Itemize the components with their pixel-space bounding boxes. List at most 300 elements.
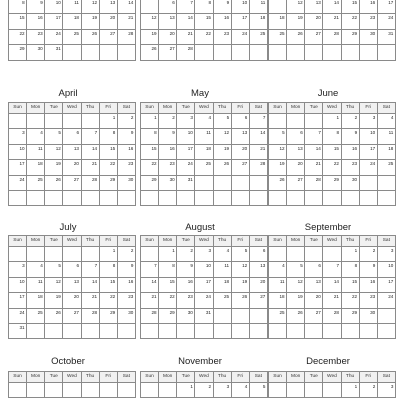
day-number: 13 <box>73 278 79 284</box>
day-cell <box>287 175 305 190</box>
day-cell <box>159 45 177 60</box>
day-number: 5 <box>244 248 248 253</box>
day-number: 3 <box>390 248 394 253</box>
day-cell <box>141 45 159 60</box>
week-row <box>141 0 268 14</box>
weekday-label: Mon <box>159 236 177 247</box>
day-number <box>214 45 231 46</box>
day-number: 2 <box>172 115 175 120</box>
day-cell <box>195 14 213 29</box>
month-title: October <box>51 356 85 367</box>
day-number: 22 <box>205 30 211 36</box>
day-number: 1 <box>172 248 175 253</box>
day-number: 26 <box>297 309 303 315</box>
day-number <box>45 191 62 192</box>
weekday-label: Thu <box>81 372 99 383</box>
day-number <box>141 247 158 248</box>
day-cell <box>359 114 377 129</box>
week-row <box>9 293 136 308</box>
day-cell <box>305 383 323 398</box>
day-number <box>287 45 304 46</box>
day-cell <box>99 0 117 14</box>
day-cell <box>213 293 231 308</box>
day-cell <box>99 129 117 144</box>
day-cell <box>159 114 177 129</box>
day-number: 30 <box>128 176 134 182</box>
day-number: 22 <box>352 294 358 300</box>
day-number: 11 <box>206 130 211 136</box>
weekday-header-row <box>141 372 268 383</box>
day-cell <box>159 262 177 277</box>
day-number: 20 <box>315 294 321 300</box>
day-cell <box>81 160 99 175</box>
day-cell <box>341 383 359 398</box>
day-number: 1 <box>336 115 339 120</box>
day-cell <box>305 293 323 308</box>
day-number: 2 <box>354 115 358 120</box>
day-number: 30 <box>370 30 376 36</box>
day-number: 25 <box>37 176 43 182</box>
day-cell <box>377 144 395 159</box>
day-cell <box>63 175 81 190</box>
day-number <box>305 45 322 46</box>
day-number <box>82 114 99 115</box>
day-number: 9 <box>130 130 134 136</box>
day-number: 7 <box>190 0 193 5</box>
day-number: 25 <box>224 294 230 300</box>
day-number <box>269 383 286 384</box>
day-cell <box>269 247 287 262</box>
day-number: 15 <box>205 15 211 21</box>
day-cell <box>27 114 45 129</box>
day-number: 31 <box>19 324 25 330</box>
day-cell <box>249 190 267 205</box>
day-number: 9 <box>40 0 43 5</box>
day-cell <box>45 29 63 44</box>
day-number: 18 <box>388 145 394 151</box>
day-cell <box>45 293 63 308</box>
day-number: 12 <box>55 145 61 151</box>
day-cell <box>159 323 177 338</box>
day-cell <box>231 29 249 44</box>
day-cell <box>231 175 249 190</box>
day-cell <box>99 308 117 323</box>
day-cell <box>359 175 377 190</box>
day-number: 22 <box>19 30 25 36</box>
day-cell <box>195 160 213 175</box>
day-cell <box>81 262 99 277</box>
day-cell <box>81 323 99 338</box>
day-cell <box>141 323 159 338</box>
day-number: 25 <box>279 30 285 36</box>
day-number: 19 <box>224 145 230 151</box>
day-number <box>305 247 322 248</box>
day-cell <box>81 14 99 29</box>
day-cell <box>323 14 341 29</box>
day-cell <box>305 129 323 144</box>
day-number: 1 <box>112 248 116 253</box>
day-number: 1 <box>190 384 193 389</box>
day-number <box>269 191 286 192</box>
day-number <box>63 324 80 325</box>
day-cell <box>81 175 99 190</box>
month-title: December <box>306 356 350 367</box>
day-number: 6 <box>262 248 266 253</box>
day-number: 9 <box>354 130 358 136</box>
day-number: 5 <box>300 263 303 269</box>
week-row <box>9 247 136 262</box>
day-number: 23 <box>37 30 43 36</box>
day-number <box>27 191 44 192</box>
day-cell <box>141 0 159 14</box>
day-cell <box>81 277 99 292</box>
week-row <box>9 175 136 190</box>
day-number <box>45 383 62 384</box>
day-number <box>27 247 44 248</box>
day-number <box>195 45 212 46</box>
day-number: 31 <box>205 309 211 315</box>
week-row <box>269 14 396 29</box>
day-cell <box>81 129 99 144</box>
day-number: 26 <box>151 46 157 52</box>
day-cell <box>99 175 117 190</box>
day-cell <box>341 45 359 60</box>
weekday-label: Sat <box>117 103 135 114</box>
day-number: 17 <box>205 278 211 284</box>
weekday-label: Fri <box>99 103 117 114</box>
weekday-label: Wed <box>195 103 213 114</box>
day-cell <box>195 114 213 129</box>
day-cell <box>27 247 45 262</box>
day-number <box>232 191 249 192</box>
day-cell <box>231 0 249 14</box>
day-number: 20 <box>297 161 303 167</box>
day-number: 19 <box>279 161 285 167</box>
weekday-label: Mon <box>159 103 177 114</box>
day-number: 2 <box>372 384 376 389</box>
day-number: 13 <box>315 278 321 284</box>
day-cell <box>359 160 377 175</box>
day-number: 1 <box>112 115 116 120</box>
day-cell <box>27 29 45 44</box>
day-cell <box>27 308 45 323</box>
day-cell <box>341 190 359 205</box>
day-cell <box>159 293 177 308</box>
day-cell <box>63 383 81 398</box>
day-cell <box>99 29 117 44</box>
day-number: 23 <box>128 161 134 167</box>
day-number: 28 <box>92 176 98 182</box>
day-cell <box>305 175 323 190</box>
weekday-label: Tue <box>305 372 323 383</box>
day-number: 18 <box>37 161 43 167</box>
day-number <box>269 114 286 115</box>
week-row <box>141 323 268 338</box>
day-number: 13 <box>110 0 116 5</box>
weekday-label: Mon <box>287 236 305 247</box>
day-cell <box>63 129 81 144</box>
day-number: 7 <box>318 130 321 136</box>
day-cell <box>159 29 177 44</box>
day-cell <box>177 383 195 398</box>
day-number: 19 <box>151 30 157 36</box>
day-cell <box>9 29 27 44</box>
day-cell <box>177 247 195 262</box>
day-cell <box>269 129 287 144</box>
day-cell <box>323 277 341 292</box>
day-cell <box>159 190 177 205</box>
day-cell <box>45 129 63 144</box>
day-number: 24 <box>205 294 211 300</box>
day-cell <box>45 323 63 338</box>
day-number <box>195 176 212 177</box>
day-cell <box>269 190 287 205</box>
day-number <box>100 45 117 46</box>
week-row <box>141 308 268 323</box>
day-number <box>63 191 80 192</box>
day-number <box>214 176 231 177</box>
day-cell <box>117 14 135 29</box>
day-cell <box>9 293 27 308</box>
day-number: 10 <box>370 130 376 136</box>
day-cell <box>117 160 135 175</box>
weekday-label: Fri <box>99 236 117 247</box>
day-cell <box>117 0 135 14</box>
day-number: 4 <box>282 263 285 269</box>
day-number: 4 <box>40 263 43 269</box>
week-row <box>141 262 268 277</box>
day-number: 14 <box>260 130 266 136</box>
day-number: 22 <box>169 294 175 300</box>
month-grid <box>140 102 268 206</box>
month-title: May <box>191 88 209 99</box>
day-number <box>27 114 44 115</box>
day-cell <box>377 175 395 190</box>
day-cell <box>323 308 341 323</box>
day-number: 27 <box>73 309 79 315</box>
day-cell <box>341 144 359 159</box>
day-number <box>323 191 340 192</box>
month-grid <box>8 235 136 339</box>
day-number: 18 <box>224 278 230 284</box>
day-number: 9 <box>190 263 193 269</box>
week-row <box>269 175 396 190</box>
day-number: 11 <box>74 0 79 5</box>
day-cell <box>27 160 45 175</box>
month-grid <box>268 371 396 398</box>
day-number: 15 <box>333 145 339 151</box>
day-cell <box>99 293 117 308</box>
day-cell <box>341 0 359 14</box>
day-cell <box>323 293 341 308</box>
day-number: 29 <box>352 309 358 315</box>
day-number <box>323 324 340 325</box>
day-number: 7 <box>94 130 98 136</box>
day-cell <box>287 277 305 292</box>
weekday-label: Mon <box>27 372 45 383</box>
day-number: 3 <box>390 384 394 389</box>
day-number: 23 <box>169 161 175 167</box>
weekday-label: Fri <box>231 236 249 247</box>
day-number <box>141 191 158 192</box>
day-number <box>287 191 304 192</box>
weekday-label: Wed <box>63 236 81 247</box>
day-number: 23 <box>352 161 358 167</box>
day-number: 3 <box>372 115 376 120</box>
day-number <box>63 114 80 115</box>
day-cell <box>99 45 117 60</box>
day-cell <box>45 0 63 14</box>
week-row <box>269 129 396 144</box>
day-cell <box>117 129 135 144</box>
day-number: 23 <box>224 30 230 36</box>
day-number: 10 <box>187 130 193 136</box>
day-number: 25 <box>37 309 43 315</box>
day-cell <box>117 383 135 398</box>
weekday-header-row <box>141 236 268 247</box>
day-cell <box>359 129 377 144</box>
day-cell <box>9 323 27 338</box>
weekday-label: Wed <box>323 372 341 383</box>
week-row <box>269 383 396 398</box>
day-number: 2 <box>130 248 134 253</box>
day-number: 9 <box>372 263 376 269</box>
day-cell <box>287 45 305 60</box>
day-number: 21 <box>333 15 339 21</box>
day-cell <box>45 308 63 323</box>
day-number: 5 <box>262 384 266 389</box>
day-number: 29 <box>333 176 339 182</box>
day-cell <box>27 175 45 190</box>
day-cell <box>159 129 177 144</box>
day-number <box>45 247 62 248</box>
day-cell <box>249 144 267 159</box>
day-number: 8 <box>22 0 25 5</box>
day-cell <box>231 45 249 60</box>
weekday-label: Tue <box>45 236 63 247</box>
weekday-label: Sun <box>141 372 159 383</box>
day-cell <box>213 29 231 44</box>
day-cell <box>63 323 81 338</box>
weekday-header-row <box>269 372 396 383</box>
day-cell <box>213 308 231 323</box>
day-cell <box>323 0 341 14</box>
day-number: 16 <box>187 278 193 284</box>
day-number: 28 <box>92 309 98 315</box>
day-number: 17 <box>55 15 61 21</box>
week-row <box>269 308 396 323</box>
day-number <box>82 324 99 325</box>
day-number <box>305 324 322 325</box>
day-cell <box>141 247 159 262</box>
day-number <box>342 191 359 192</box>
day-number: 12 <box>92 0 98 5</box>
week-row <box>9 323 136 338</box>
day-number <box>63 383 80 384</box>
day-cell <box>287 129 305 144</box>
day-cell <box>377 114 395 129</box>
day-cell <box>341 14 359 29</box>
day-number: 30 <box>37 46 43 52</box>
day-number <box>9 114 26 115</box>
day-number <box>232 324 249 325</box>
day-cell <box>195 277 213 292</box>
day-cell <box>269 293 287 308</box>
day-number: 27 <box>242 161 248 167</box>
week-row <box>269 0 396 14</box>
day-cell <box>195 129 213 144</box>
day-cell <box>117 114 135 129</box>
day-number: 14 <box>92 278 98 284</box>
day-number: 15 <box>352 0 358 5</box>
month-title: July <box>59 222 77 233</box>
week-row <box>9 160 136 175</box>
month-title: November <box>178 356 222 367</box>
day-cell <box>9 308 27 323</box>
day-cell <box>287 14 305 29</box>
day-number <box>159 191 176 192</box>
day-number: 19 <box>92 15 98 21</box>
day-cell <box>45 383 63 398</box>
day-cell <box>195 323 213 338</box>
day-number <box>287 383 304 384</box>
day-cell <box>9 14 27 29</box>
day-cell <box>305 144 323 159</box>
day-number: 25 <box>205 161 211 167</box>
day-cell <box>269 277 287 292</box>
week-row <box>141 129 268 144</box>
day-number: 29 <box>110 176 116 182</box>
day-number: 29 <box>110 309 116 315</box>
weekday-label: Sun <box>269 103 287 114</box>
day-cell <box>269 308 287 323</box>
day-number <box>378 191 395 192</box>
day-cell <box>177 160 195 175</box>
day-number: 5 <box>226 115 230 120</box>
day-cell <box>81 190 99 205</box>
day-number: 4 <box>390 115 394 120</box>
day-number: 24 <box>388 15 394 21</box>
weekday-label: Wed <box>63 103 81 114</box>
weekday-header-row <box>269 236 396 247</box>
day-cell <box>63 247 81 262</box>
week-row <box>141 383 268 398</box>
day-cell <box>341 262 359 277</box>
day-number: 10 <box>205 263 211 269</box>
weekday-label: Mon <box>27 236 45 247</box>
day-cell <box>195 247 213 262</box>
day-cell <box>27 14 45 29</box>
day-number: 22 <box>110 294 116 300</box>
day-cell <box>231 323 249 338</box>
day-cell <box>141 29 159 44</box>
month-title: August <box>185 222 215 233</box>
week-row <box>141 293 268 308</box>
day-cell <box>269 45 287 60</box>
day-cell <box>45 160 63 175</box>
day-cell <box>287 323 305 338</box>
day-number: 29 <box>169 309 175 315</box>
day-number: 16 <box>352 145 358 151</box>
day-cell <box>159 0 177 14</box>
day-number: 5 <box>282 130 285 136</box>
day-number: 30 <box>187 309 193 315</box>
day-cell <box>359 262 377 277</box>
day-cell <box>27 45 45 60</box>
day-cell <box>305 247 323 262</box>
day-number: 7 <box>94 263 98 269</box>
day-cell <box>359 29 377 44</box>
